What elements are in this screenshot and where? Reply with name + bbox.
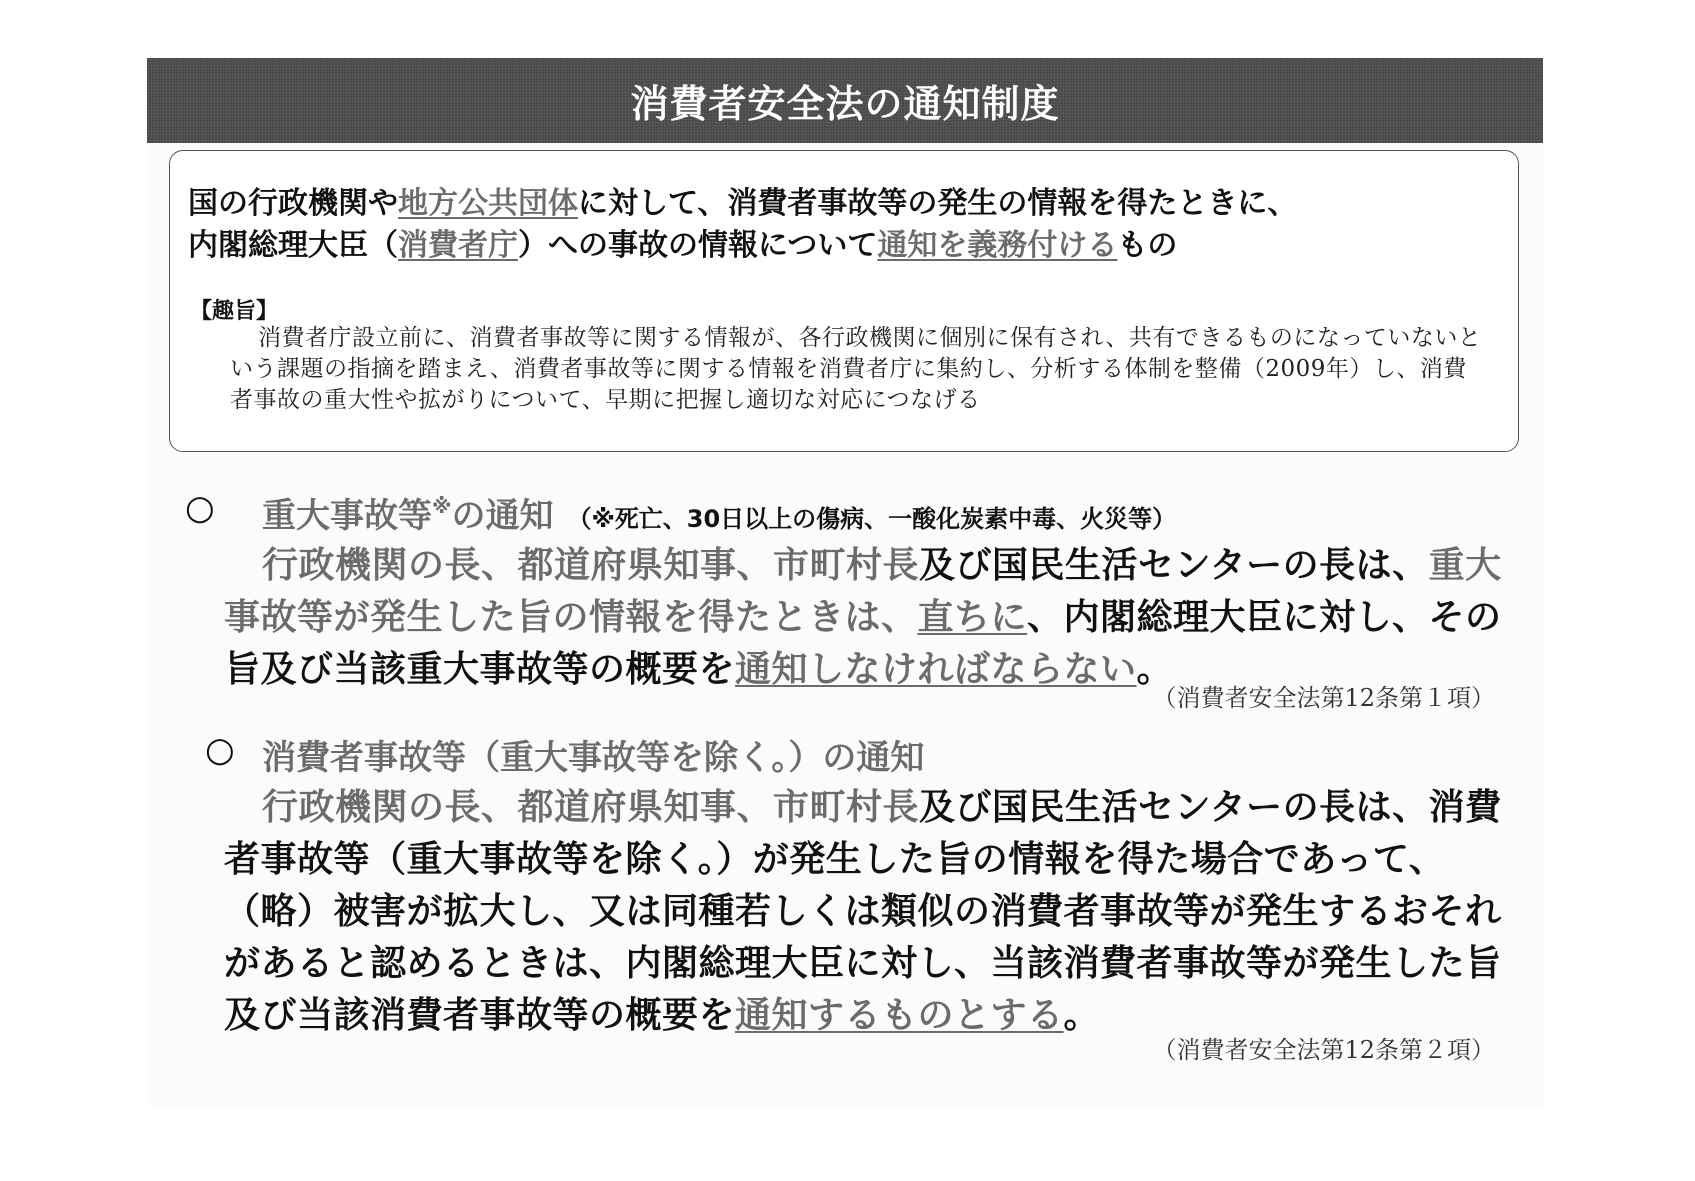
text-segment: 。 xyxy=(1063,995,1101,1036)
emphasis-text: 消費者庁 xyxy=(398,228,518,263)
text-segment: 、内閣総理大臣に対し、その旨及び当該重大事故等の概要を xyxy=(224,597,1502,690)
summary-box xyxy=(169,150,1519,452)
page-title: 消費者安全法の通知制度 xyxy=(630,82,1060,126)
text-segment: ）への事故の情報について xyxy=(518,228,878,263)
text-segment: 行政機関の長、都道府県知事、市町村長 xyxy=(262,545,920,586)
section-heading: 消費者事故等（重大事故等を除く。）の通知 xyxy=(262,738,925,778)
heading-note: （※死亡、30日以上の傷病、一酸化炭素中毒、火災等） xyxy=(567,505,1177,533)
section-serious-accidents xyxy=(147,478,1543,768)
emphasis-text: 地方公共団体 xyxy=(398,186,578,221)
purpose-heading: 【趣旨】 xyxy=(190,299,279,324)
heading-tail: の通知 xyxy=(451,496,554,536)
slide xyxy=(147,58,1543,1106)
heading-footnote-mark: ※ xyxy=(432,494,452,518)
text-segment: もの xyxy=(1117,228,1178,263)
section-body xyxy=(224,782,1504,1042)
section-body xyxy=(224,540,1504,696)
emphasis-text: 直ちに xyxy=(917,597,1028,638)
section-heading xyxy=(262,488,1176,537)
text-segment: 及び国民生活センターの長は、消費者事故等（重大事故等を除く。）が発生した旨の情報を得た場合であって、（略）被害が拡大し、又は同種若しくは類似の消費者事故等が発生するおそれがあると認めるときは、内閣総理大臣に対し、当該消費者事故等が発生した旨及び当該消費者事故等の概要を xyxy=(224,787,1502,1036)
purpose-text: 消費者庁設立前に、消費者事故等に関する情報が、各行政機関に個別に保有され、共有できるものになっていないという課題の指摘を踏まえ、消費者事故等に関する情報を消費者庁に集約し、分析する体制を整備（2009年）し、消費者事故の重大性や拡がりについて、早期に把握し適切な対応につなげる xyxy=(230,325,1482,413)
citation-article-12-1: （消費者安全法第12条第１項） xyxy=(1152,684,1495,712)
summary-lead xyxy=(188,183,1508,267)
emphasis-text: 通知しなければならない xyxy=(735,649,1137,690)
emphasis-text: 通知を義務付ける xyxy=(877,228,1118,263)
text-segment: 。 xyxy=(1136,649,1174,690)
text-segment: 及び国民生活センターの長は、 xyxy=(919,545,1429,586)
section-marker: ○ xyxy=(185,488,215,528)
emphasis-text: 通知するものとする xyxy=(735,995,1064,1036)
title-bar xyxy=(147,58,1543,143)
text-segment: 内閣総理大臣（ xyxy=(188,228,398,263)
text-segment: 国の行政機関や xyxy=(188,186,398,221)
heading-text: 重大事故等 xyxy=(262,496,432,536)
section-marker: ○ xyxy=(205,730,235,770)
text-segment: 行政機関の長、都道府県知事、市町村長 xyxy=(262,787,920,828)
text-segment: に対して、消費者事故等の発生の情報を得たときに、 xyxy=(578,186,1298,221)
citation-article-12-2: （消費者安全法第12条第２項） xyxy=(1152,1036,1495,1064)
text-segment: 重大事故等が発生した旨の情報を得たときは、 xyxy=(224,545,1502,638)
